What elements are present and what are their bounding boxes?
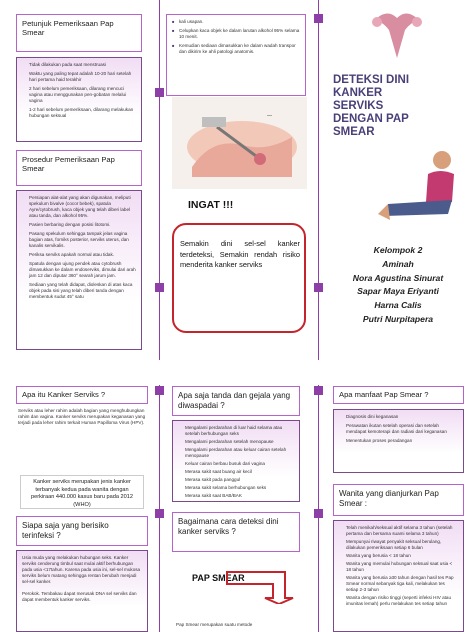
- pap-smear-text: Pap Smear merupakan suatu metode: [176, 622, 253, 627]
- deteksi-heading: [172, 512, 300, 552]
- berisiko-more: Perokok. Tembakau dapat merusak DNA sel serviks dan dapat membentuk kanker serviks.: [22, 590, 137, 602]
- gejala-item: Merasa sakit selama berhubungan seks: [185, 484, 267, 490]
- ingat-heading: INGAT !!!: [188, 199, 234, 211]
- prosedur-title: Prosedur Pemeriksaan Pap Smear: [22, 155, 115, 174]
- chart-caption: Kanker serviks merupakan jenis kanker terbanyak kedua pada wanita dengan perkiraan 440.000 kasus baru pada 2012 (WHO): [30, 479, 133, 508]
- gejala-panel: [172, 420, 300, 502]
- svg-text:—: —: [267, 113, 272, 119]
- petunjuk-item: Waktu yang paling tepat adalah 10-20 hari setelah hari pertama haid terakhir: [29, 70, 132, 82]
- manfaat-item: Menentukan proses peradangan: [346, 437, 413, 443]
- gejala-item: Merasa sakit saat buang air kecil: [185, 468, 252, 474]
- prosedur-item: Pasien berbaring dengan posisi litotomi.: [29, 221, 111, 227]
- group-label: Kelompok 2: [373, 245, 423, 255]
- manfaat-heading: [333, 386, 464, 404]
- uterus-illustration: [367, 0, 427, 60]
- member-name: Putri Nurpitapera: [362, 313, 434, 324]
- prosedur-item: Spatula dengan ujung pendek atau cytobrush dimasukkan ke dalam endoserviks, dimulai dari arah jam 12 dan diputar 360° searah jarum jam.: [29, 260, 136, 278]
- divider-marker: [314, 14, 323, 23]
- manfaat-item: Diagnosis dini keganasan: [346, 414, 399, 419]
- leaflet-title: DETEKSI DINI KANKER SERVIKS DENGAN PAP SMEAR: [333, 74, 410, 138]
- member-name: Nora Agustina Sinurat: [352, 272, 444, 283]
- berisiko-heading: [16, 516, 148, 546]
- divider-line-right: [318, 0, 319, 360]
- prosedur-item: Periksa serviks apakah normal atau tidak.: [29, 251, 115, 257]
- divider-marker: [155, 283, 164, 292]
- dianjurkan-panel: [333, 520, 464, 632]
- divider-marker: [314, 386, 323, 395]
- dianjurkan-item: Wanita yang berusia < 18 tahun: [346, 552, 411, 558]
- prosedur-item: Pasang spekulum sehingga tampak jelas vagina bagian atas, forniks posterior, serviks uterus, dan kanalis servikalis.: [29, 230, 129, 248]
- petunjuk-title: Petunjuk Pemeriksaan Pap Smear: [22, 19, 114, 38]
- group-info: [328, 244, 468, 327]
- manfaat-title: Apa manfaat Pap Smear ?: [339, 390, 429, 399]
- manfaat-item: Perawatan ikutan setelah operasi dan setelah mendapat kemoterapi dan radiasi dari keganasan: [346, 422, 447, 434]
- member-name: Sapar Maya Eriyanti: [357, 286, 439, 297]
- apa-itu-title: Apa itu Kanker Serviks ?: [22, 390, 106, 399]
- gejala-item: Mengalami perdarahan setelah menopause: [185, 438, 274, 444]
- divider-marker: [155, 509, 164, 518]
- pap-smear-label: PAP SMEAR: [192, 573, 245, 583]
- scroll-frame: [172, 223, 306, 333]
- woman-photo: [368, 140, 468, 230]
- prosedur-heading: [16, 150, 142, 186]
- dianjurkan-item: Wanita dengan risiko tinggi (seperti infeksi HIV atau imunitas lemah) perlu melakukan tes setiap tahun: [346, 594, 452, 606]
- petunjuk-item: Tidak dilakukan pada saat menstruasi: [29, 62, 106, 67]
- col2-item: ■ kali usapan.: [172, 19, 300, 25]
- chart-caption-box: [20, 475, 144, 509]
- dianjurkan-item: Mempunyai riwayat penyakit seksual berulang, dilakukan pemeriksaan setiap 6 bulan: [346, 538, 442, 550]
- procedure-illustration: [172, 97, 307, 189]
- col2-text-panel: [166, 14, 306, 96]
- dianjurkan-item: Wanita yang memulai hubungan seksual saat usia < 18 tahun: [346, 560, 453, 572]
- prosedur-panel: [16, 190, 142, 350]
- petunjuk-panel: [16, 57, 142, 142]
- dianjurkan-title: Wanita yang dianjurkan Pap Smear :: [339, 489, 439, 508]
- petunjuk-heading: [16, 14, 142, 52]
- berisiko-panel: [16, 550, 148, 632]
- divider-marker: [155, 386, 164, 395]
- gejala-item: Merasa sakit saat BAB/BAK: [185, 492, 242, 498]
- apa-itu-heading: [16, 386, 148, 404]
- col2-item: ■ Celupkan kaca objek ke dalam larutan alkohol 95% selama 10 menit.: [172, 28, 300, 40]
- dianjurkan-item: Wanita yang berusia ≥30 tahun dengan hasil tes Pap Smear normal sebanyak tiga kali, melakukan tes setiap 2-3 tahun: [346, 574, 454, 592]
- berisiko-title: Siapa saja yang berisiko terinfeksi ?: [22, 521, 109, 540]
- scroll-message: Semakin dini sel-sel kanker terdeteksi, Semakin rendah risiko menderita kanker serviks: [180, 239, 300, 270]
- prosedur-item: Sediaan yang telah didapat, dioleskan di atas kaca objek pada sisi yang telah diberi tanda dengan membentuk sudut 45° satu: [29, 281, 133, 299]
- member-name: Harna Calis: [374, 300, 422, 310]
- dianjurkan-item: Telah menikah/seksual aktif selama 3 tahun (setelah pertama dan bersama suami selama 3 tahun): [346, 525, 453, 536]
- col2-item: ■ Kemudian sediaan dimasukkan ke dalam wadah transpor dan dikirim ke ahli patologi anatomis.: [172, 43, 300, 55]
- divider-marker: [314, 509, 323, 518]
- gejala-heading: [172, 386, 300, 416]
- divider-marker: [314, 283, 323, 292]
- petunjuk-item: 1-2 hari sebelum pemeriksaan, dilarang melakukan hubungan seksual: [29, 106, 134, 118]
- berisiko-text: Usia muda yang melakukan hubungan seks. Kanker serviks cenderung timbul saat mulai aktif berhubungan pada usia <17tahun. Karena pada usia ini, sel-sel mukosa serviks belum matang sehingga rentan berubah menjadi sel-sel kanker.: [22, 555, 141, 584]
- prosedur-item: Persiapan alat-alat yang akan digunakan, meliputi spekulum bivalve (cocor bebek), spatula Ayre/cytobrush, kaca objek yang telah diberi label atau tanda, dan alkohol 95%.: [29, 195, 131, 218]
- gejala-item: Mengalami perdarahan atau keluar cairan setelah menopause: [185, 446, 287, 458]
- petunjuk-item: 2 hari sebelum pemeriksaan, dilarang mencuci vagina atau menggunakan pen-gobatan melalui vagina: [29, 85, 127, 103]
- gejala-item: Merasa sakit pada panggul: [185, 476, 241, 482]
- apa-itu-text: Serviks atau leher rahim adalah bagian yang menghubungkan rahim dan vagina. Kanker serviks merupakan keganasan yang terjadi pada leher rahim terkait Human Papilloma Virus (HPV).: [18, 408, 146, 425]
- member-name: Aminah: [382, 258, 414, 269]
- gejala-title: Apa saja tanda dan gejala yang diwaspadai ?: [178, 391, 291, 410]
- divider-marker: [155, 88, 164, 97]
- divider-line-left: [159, 0, 160, 360]
- dianjurkan-heading: [333, 484, 464, 516]
- gejala-item: Keluar cairan berbau busuk dari vagina: [185, 460, 265, 466]
- deteksi-title: Bagaimana cara deteksi dini kanker serviks ?: [178, 517, 279, 536]
- manfaat-panel: [333, 409, 464, 473]
- gejala-item: Mengalami perdarahan di luar haid selama atau setelah berhubungan seks: [185, 425, 283, 436]
- pap-smear-ribbon: [225, 570, 295, 604]
